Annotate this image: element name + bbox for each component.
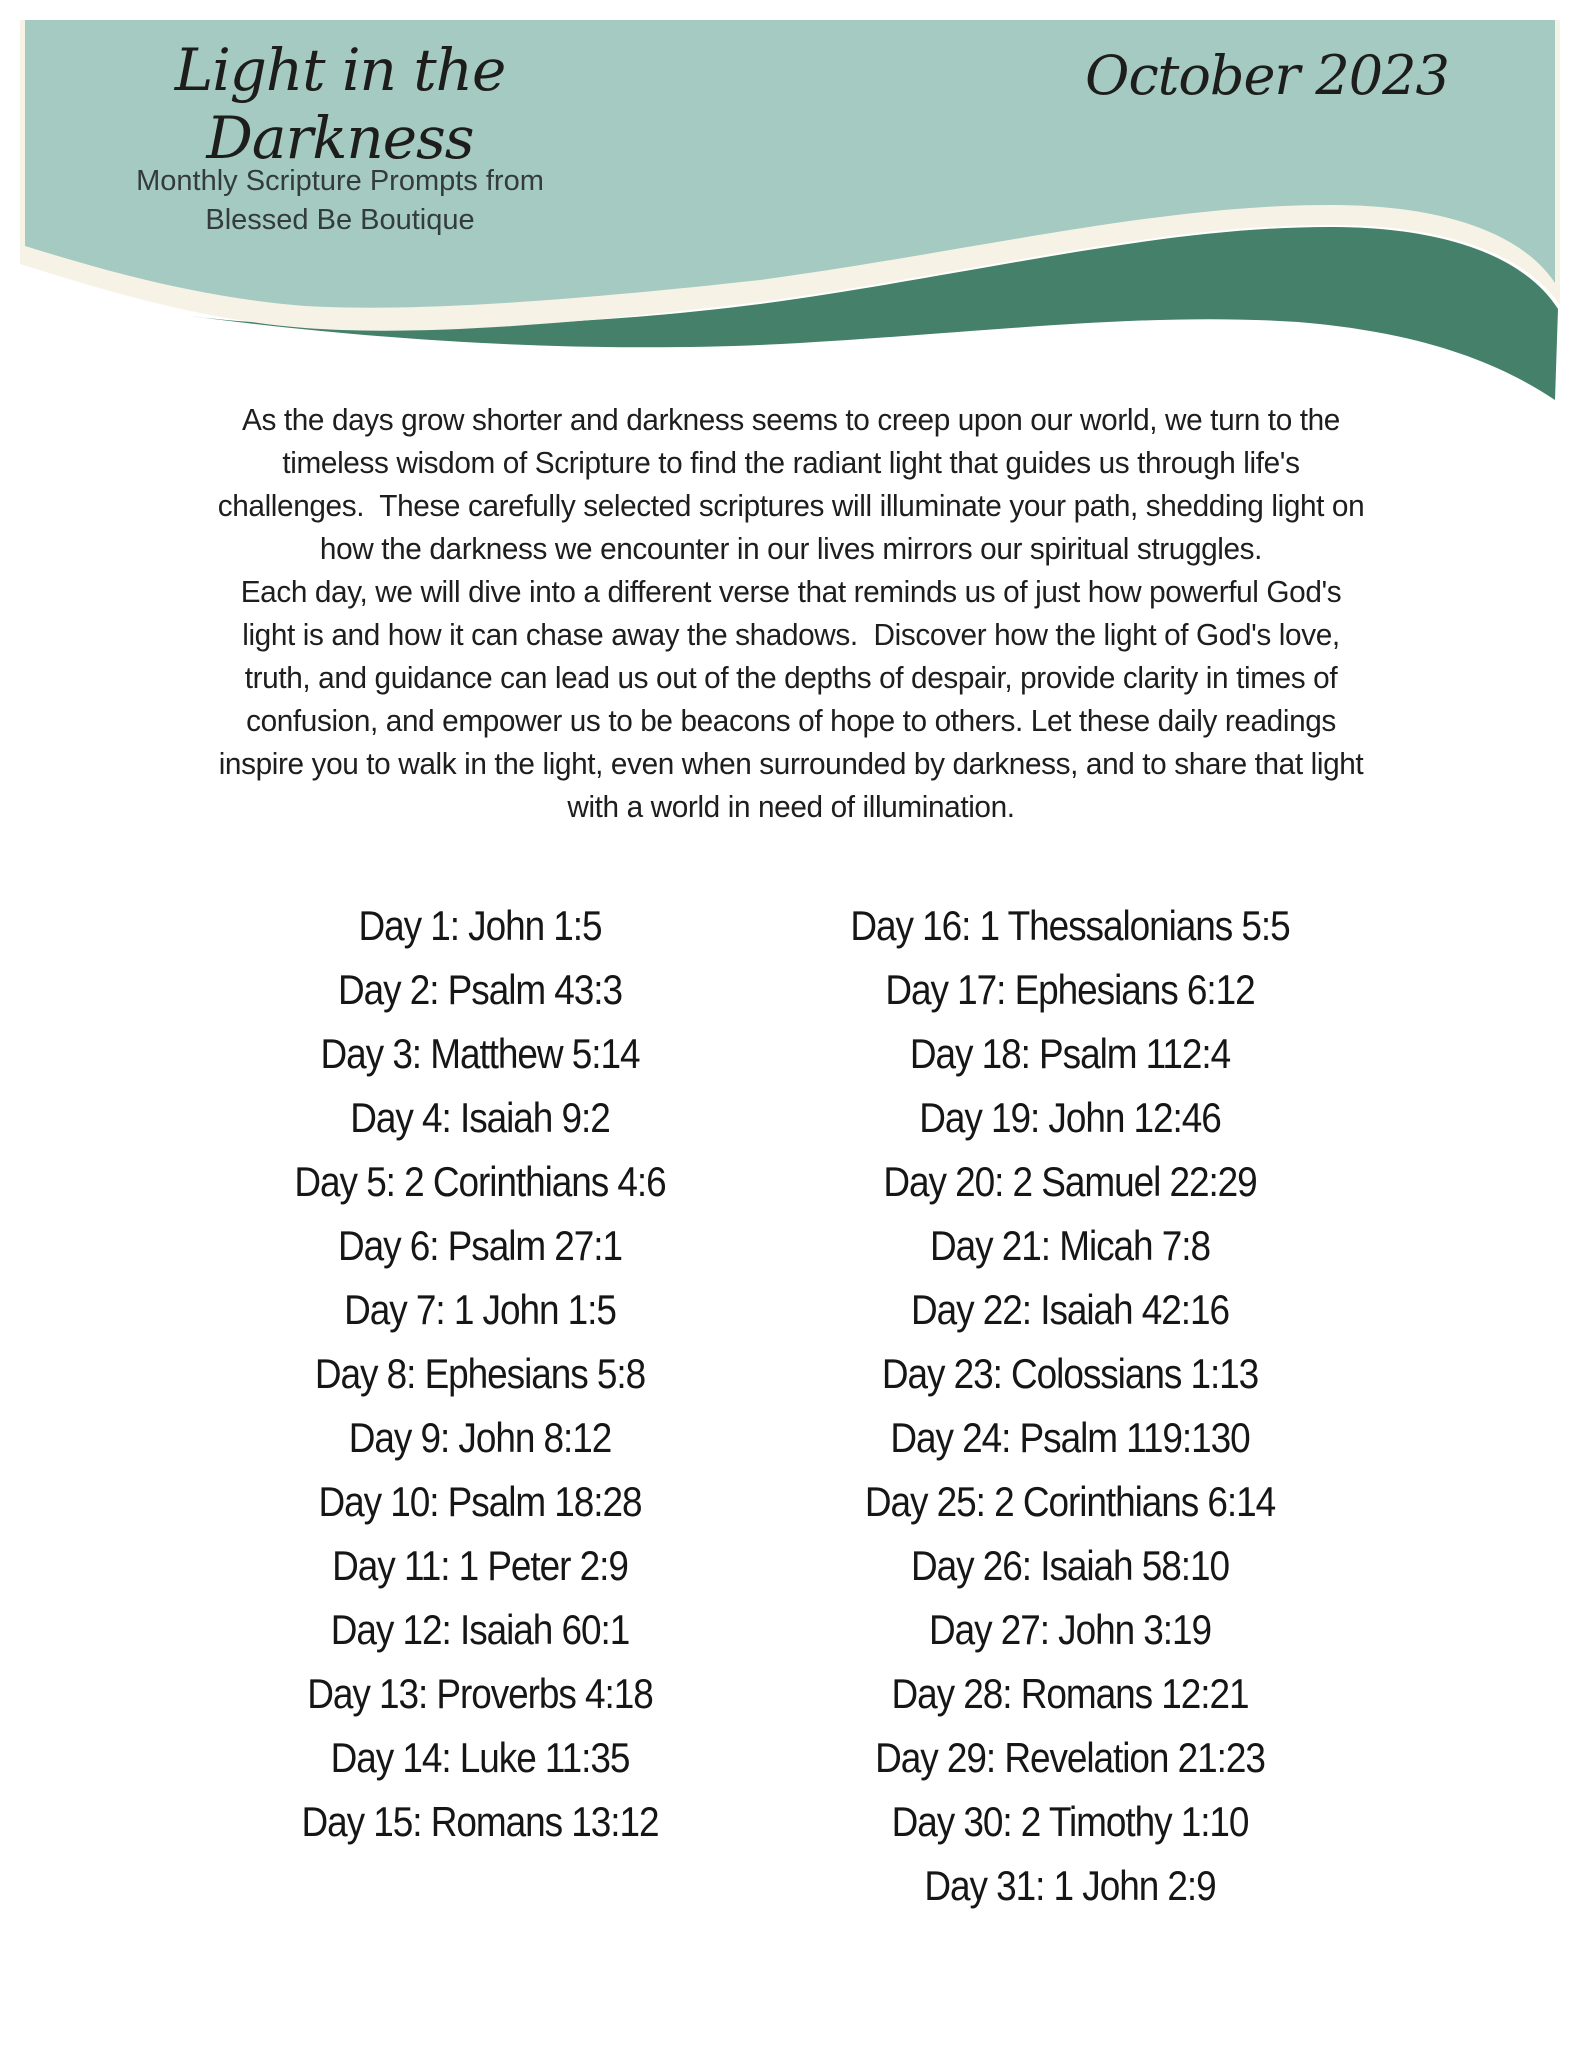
day-item: Day 9: John 8:12 [348,1414,612,1461]
day-item: Day 30: 2 Timothy 1:10 [891,1798,1249,1845]
day-item: Day 15: Romans 13:12 [301,1798,659,1845]
day-item: Day 5: 2 Corinthians 4:6 [294,1158,666,1205]
day-item: Day 31: 1 John 2:9 [924,1862,1216,1909]
day-item: Day 10: Psalm 18:28 [318,1478,642,1525]
day-item: Day 17: Ephesians 6:12 [885,966,1255,1013]
day-item: Day 29: Revelation 21:23 [875,1734,1265,1781]
day-item: Day 3: Matthew 5:14 [320,1030,640,1077]
day-item: Day 27: John 3:19 [928,1606,1212,1653]
day-item: Day 18: Psalm 112:4 [909,1030,1231,1077]
day-item: Day 22: Isaiah 42:16 [911,1286,1229,1333]
day-item: Day 11: 1 Peter 2:9 [332,1542,628,1589]
intro-line: timeless wisdom of Scripture to find the radiant light that guides us through life's [282,445,1300,480]
day-list-right-column [824,894,1317,1918]
day-item: Day 23: Colossians 1:13 [881,1350,1259,1397]
day-item: Day 19: John 12:46 [919,1094,1221,1141]
intro-paragraph [105,398,1478,828]
intro-line: truth, and guidance can lead us out of the depths of despair, provide clarity in times of [244,660,1338,695]
intro-line: As the days grow shorter and darkness seems to creep upon our world, we turn to the [242,402,1340,437]
intro-line: how the darkness we encounter in our lives mirrors our spiritual struggles. [319,531,1263,566]
page-subtitle [60,162,620,240]
day-item: Day 6: Psalm 27:1 [337,1222,623,1269]
header-date: October 2023 [1085,44,1449,107]
intro-line: challenges. These carefully selected scriptures will illuminate your path, shedding light on [217,488,1365,523]
day-item: Day 26: Isaiah 58:10 [911,1542,1229,1589]
subtitle-line-2: Blessed Be Boutique [205,204,475,236]
day-item: Day 1: John 1:5 [358,902,602,949]
day-item: Day 21: Micah 7:8 [930,1222,1210,1269]
intro-line: light is and how it can chase away the shadows. Discover how the light of God's love, [242,617,1340,652]
day-item: Day 8: Ephesians 5:8 [314,1350,646,1397]
day-item: Day 7: 1 John 1:5 [344,1286,616,1333]
scripture-day-list [170,894,1350,1918]
day-item: Day 25: 2 Corinthians 6:14 [864,1478,1276,1525]
day-item: Day 28: Romans 12:21 [891,1670,1249,1717]
day-item: Day 4: Isaiah 9:2 [350,1094,610,1141]
day-item: Day 2: Psalm 43:3 [337,966,623,1013]
subtitle-line-1: Monthly Scripture Prompts from [136,165,544,197]
day-item: Day 24: Psalm 119:130 [890,1414,1250,1461]
intro-line: with a world in need of illumination. [567,789,1015,824]
day-item: Day 12: Isaiah 60:1 [330,1606,630,1653]
intro-line: Each day, we will dive into a different verse that reminds us of just how powerful God's [240,574,1342,609]
day-item: Day 14: Luke 11:35 [330,1734,630,1781]
day-item: Day 16: 1 Thessalonians 5:5 [850,902,1290,949]
page-title: Light in the Darkness [174,36,506,172]
day-item: Day 13: Proverbs 4:18 [307,1670,653,1717]
day-list-left-column [207,894,753,1918]
day-item: Day 20: 2 Samuel 22:29 [883,1158,1257,1205]
intro-line: inspire you to walk in the light, even when surrounded by darkness, and to share that light [218,746,1364,781]
intro-line: confusion, and empower us to be beacons of hope to others. Let these daily readings [246,703,1336,738]
